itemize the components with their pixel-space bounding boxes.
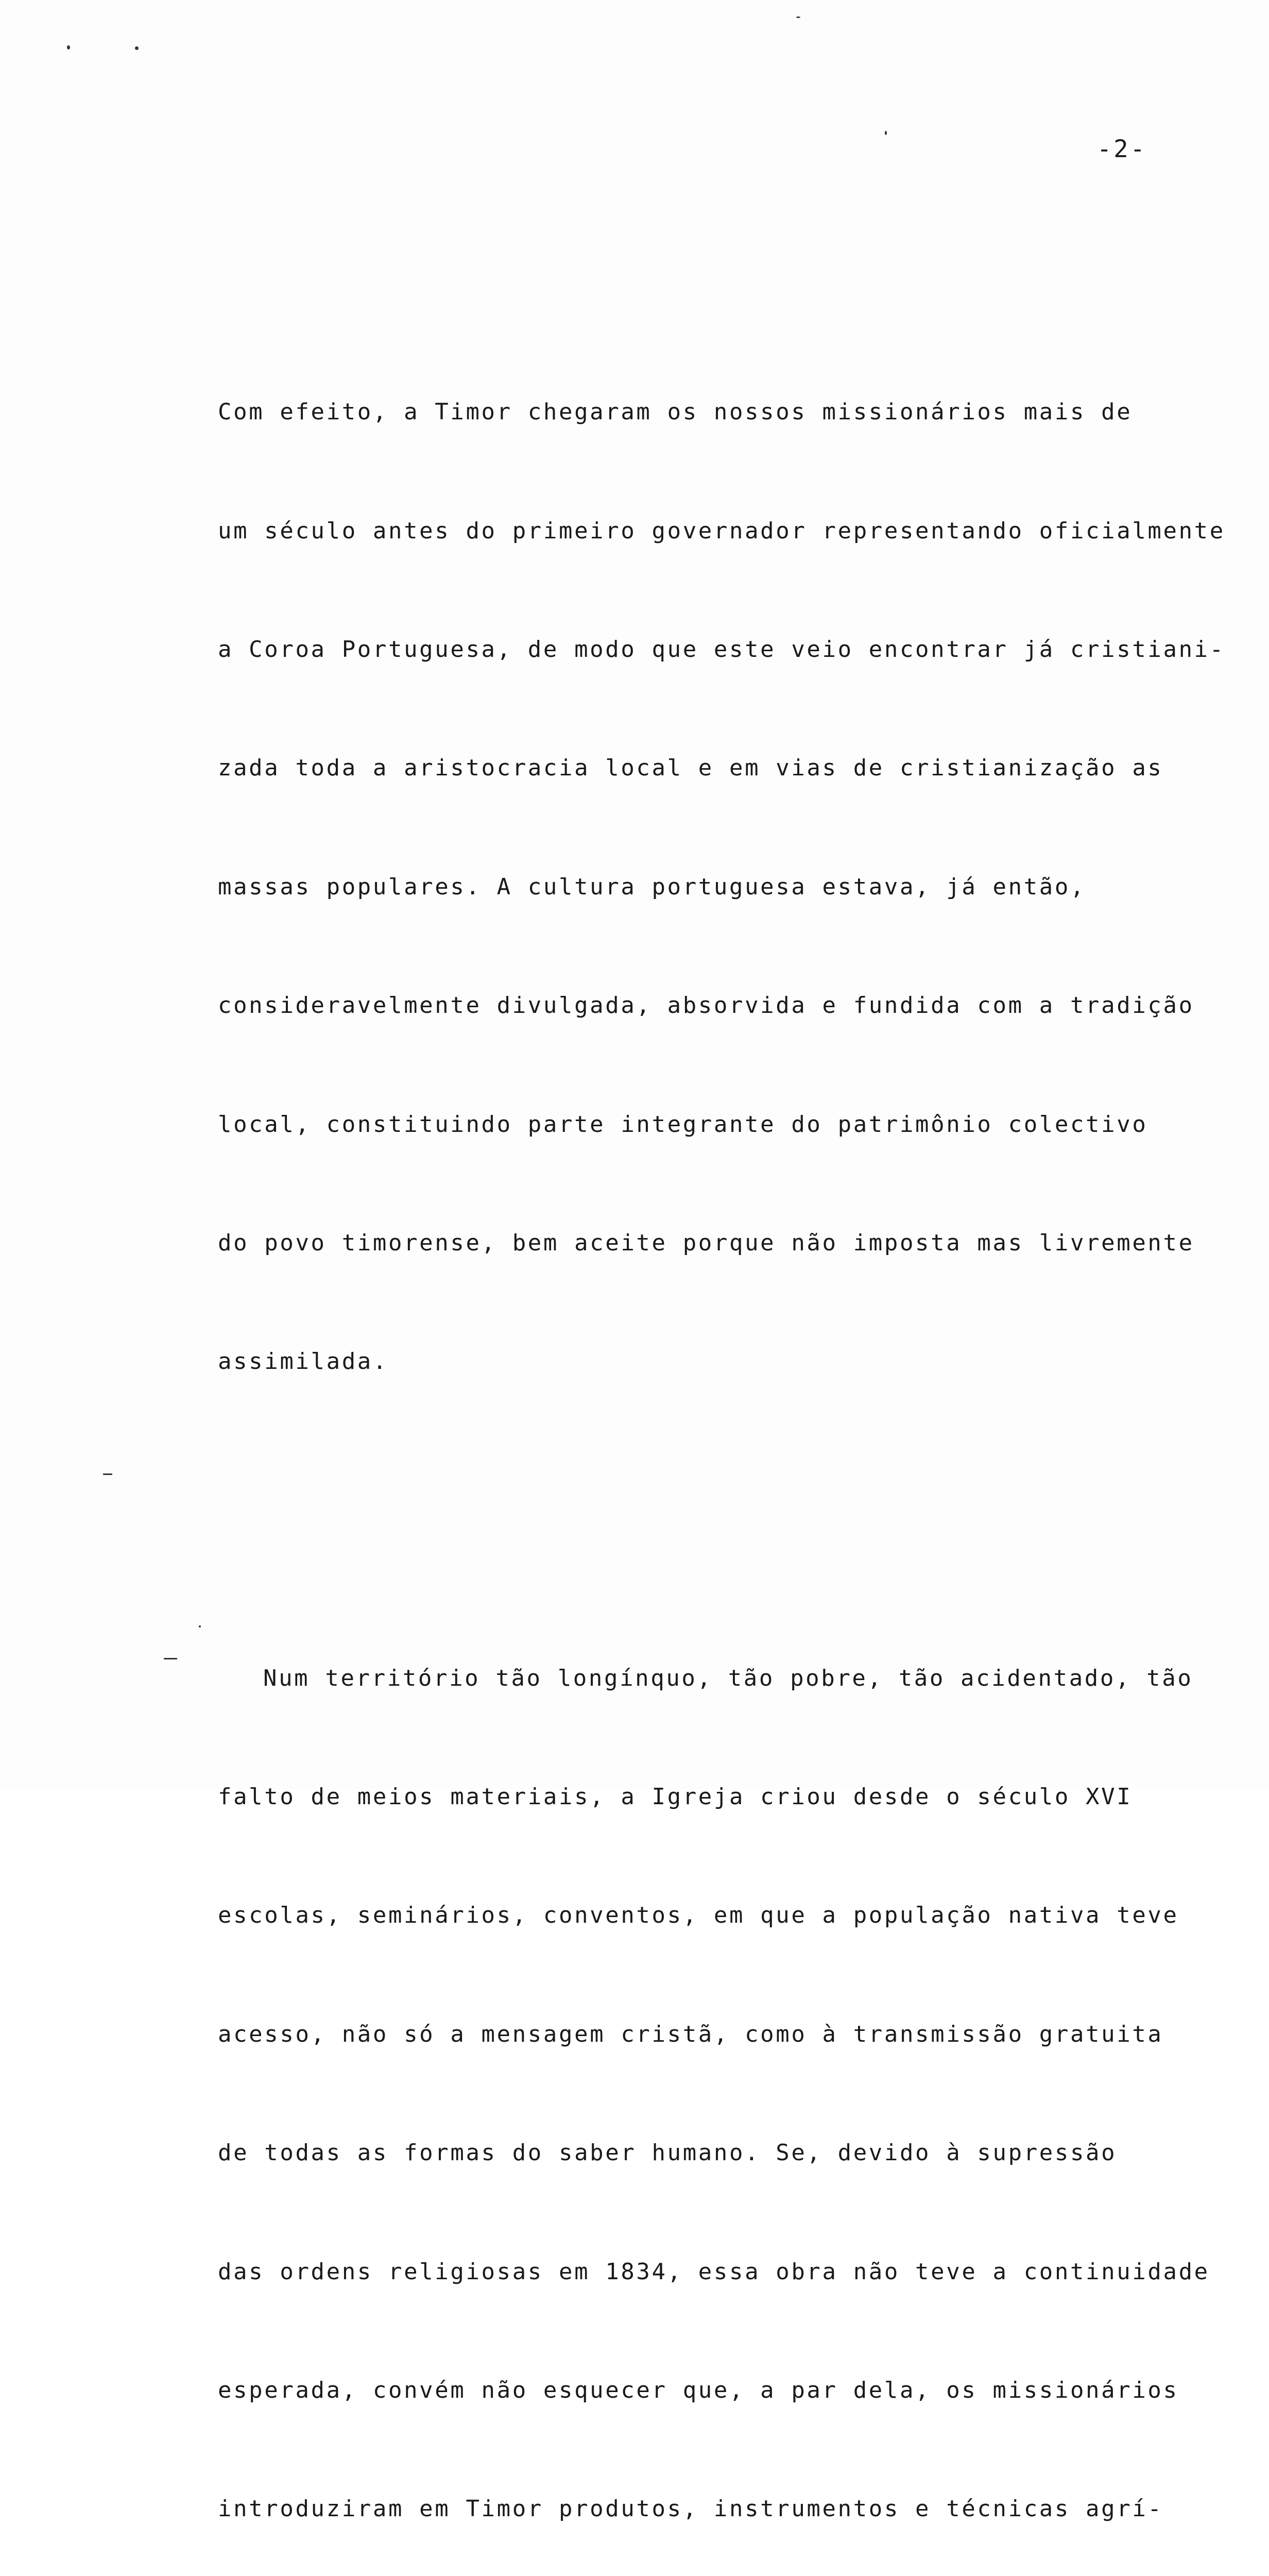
scan-speck [796, 16, 800, 18]
scan-speck [885, 131, 887, 135]
text-line: local, constituindo parte integrante do patrimônio colectivo [218, 1111, 1148, 1138]
text-line: um século antes do primeiro governador representando oficialmente [218, 517, 1225, 544]
text-line: falto de meios materiais, a Igreja criou desde o século XVI [218, 1784, 1133, 1810]
text-line: das ordens religiosas em 1834, essa obra não teve a continuidade [218, 2258, 1210, 2285]
scan-speck [103, 1473, 112, 1475]
text-line: zada toda a aristocracia local e em vias de cristianização as [218, 755, 1163, 782]
scan-speck [199, 1625, 201, 1628]
text-line: massas populares. A cultura portuguesa estava, já então, [218, 873, 1086, 900]
scan-speck [135, 46, 139, 50]
paragraph-2 [218, 1580, 1238, 2576]
text-line: acesso, não só a mensagem cristã, como à transmissão gratuita [218, 2021, 1163, 2047]
page-number: -2- [1097, 135, 1147, 163]
text-line: assimilada. [218, 1348, 388, 1375]
paragraph-1 [218, 314, 1238, 1461]
text-line: de todas as formas do saber humano. Se, devido à supressão [218, 2140, 1117, 2166]
text-line: a Coroa Portuguesa, de modo que este veio encontrar já cristiani- [218, 636, 1225, 663]
scan-speck [164, 1658, 177, 1659]
text-line: do povo timorense, bem aceite porque não imposta mas livremente [218, 1229, 1194, 1256]
scan-speck [67, 45, 70, 49]
text-line: Num território tão longínquo, tão pobre, tão acidentado, tão [263, 1665, 1193, 1691]
text-line: Com efeito, a Timor chegaram os nossos missionários mais de [218, 399, 1133, 426]
text-line: introduziram em Timor produtos, instrumentos e técnicas agrí- [218, 2496, 1163, 2522]
text-line: consideravelmente divulgada, absorvida e fundida com a tradição [218, 992, 1194, 1019]
text-line: esperada, convém não esquecer que, a par dela, os missionários [218, 2377, 1179, 2404]
body-text [218, 234, 1238, 2576]
text-line: escolas, seminários, conventos, em que a população nativa teve [218, 1902, 1179, 1929]
